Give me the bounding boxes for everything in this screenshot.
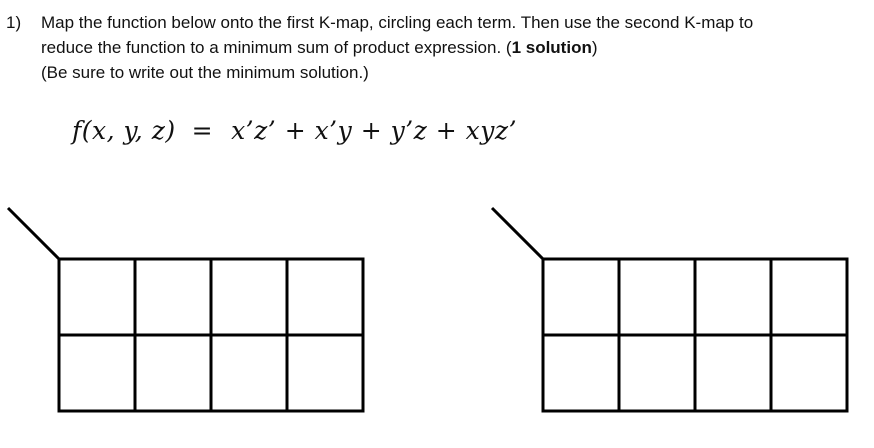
question-line-2 bbox=[6, 35, 868, 60]
function-lhs: f(x, y, z) bbox=[72, 116, 176, 145]
kmap-1 bbox=[6, 205, 366, 415]
question-instruction-2-end: ) bbox=[591, 38, 598, 57]
kmap-2-grid bbox=[490, 205, 850, 415]
kmap-1-cells bbox=[59, 259, 363, 411]
kmap-1-cell-0[interactable] bbox=[59, 259, 135, 335]
kmap-2-corner-diagonal bbox=[492, 208, 544, 260]
question-number: 1) bbox=[6, 13, 22, 32]
kmap-2 bbox=[490, 205, 850, 415]
kmap-2-cell-6[interactable] bbox=[695, 335, 771, 411]
kmap-1-cell-7[interactable] bbox=[287, 335, 363, 411]
question-line-1 bbox=[6, 10, 868, 35]
kmap-1-cell-3[interactable] bbox=[287, 259, 363, 335]
function-formula bbox=[72, 116, 517, 145]
kmap-2-cell-3[interactable] bbox=[771, 259, 847, 335]
question-instruction-1: Map the function below onto the first K-map, circling each term. Then use the second K-map to bbox=[41, 13, 754, 32]
kmap-1-cell-6[interactable] bbox=[211, 335, 287, 411]
equals-sign: = bbox=[191, 116, 214, 145]
kmap-2-cell-5[interactable] bbox=[619, 335, 695, 411]
question-text bbox=[6, 10, 868, 85]
kmap-1-corner-diagonal bbox=[8, 208, 60, 260]
kmap-2-cell-4[interactable] bbox=[543, 335, 619, 411]
kmap-2-cell-1[interactable] bbox=[619, 259, 695, 335]
question-line-3 bbox=[6, 60, 868, 85]
kmap-2-cell-7[interactable] bbox=[771, 335, 847, 411]
kmap-2-cells bbox=[543, 259, 847, 411]
kmap-2-cell-0[interactable] bbox=[543, 259, 619, 335]
kmap-1-cell-5[interactable] bbox=[135, 335, 211, 411]
question-note: (Be sure to write out the minimum solution.) bbox=[41, 63, 369, 82]
kmap-1-grid bbox=[6, 205, 366, 415]
kmap-2-cell-2[interactable] bbox=[695, 259, 771, 335]
function-rhs: x’z’ + x’y + y’z + xyz’ bbox=[231, 116, 518, 145]
kmap-1-cell-1[interactable] bbox=[135, 259, 211, 335]
question-instruction-2: reduce the function to a minimum sum of product expression. ( bbox=[41, 38, 512, 57]
kmap-1-cell-4[interactable] bbox=[59, 335, 135, 411]
solution-count: 1 solution bbox=[511, 38, 592, 57]
kmap-1-cell-2[interactable] bbox=[211, 259, 287, 335]
